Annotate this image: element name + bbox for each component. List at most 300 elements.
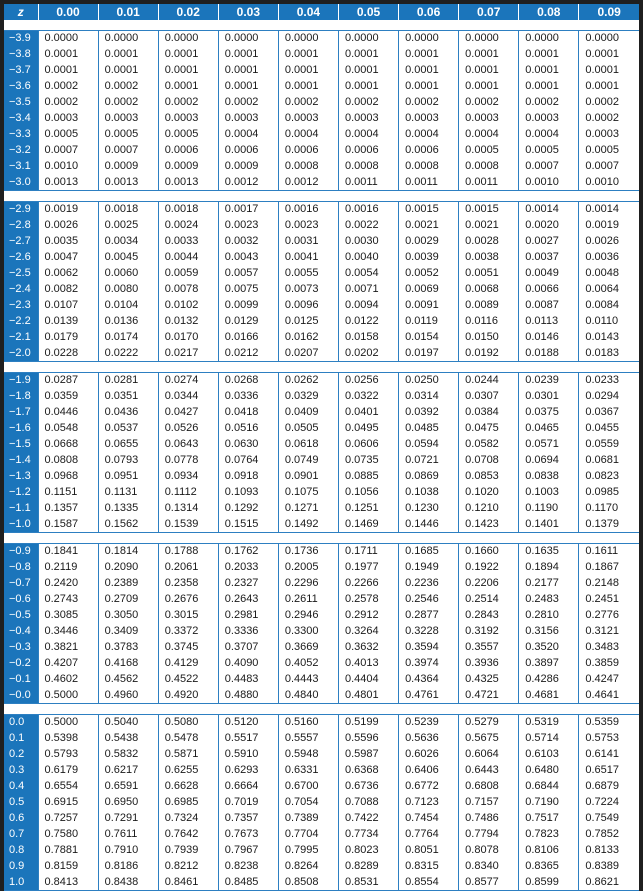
probability-cell: 0.0005 bbox=[579, 143, 639, 159]
table-row bbox=[4, 234, 639, 250]
probability-cell: 0.0516 bbox=[218, 421, 278, 437]
table-row bbox=[4, 859, 639, 875]
probability-cell: 0.0001 bbox=[579, 47, 639, 63]
probability-cell: 0.8106 bbox=[519, 843, 579, 859]
probability-cell: 0.2578 bbox=[338, 592, 398, 608]
probability-cell: 0.8212 bbox=[158, 859, 218, 875]
probability-cell: 0.0708 bbox=[459, 453, 519, 469]
probability-cell: 0.0125 bbox=[278, 314, 338, 330]
probability-cell: 0.8365 bbox=[519, 859, 579, 875]
z-value-cell: −1.6 bbox=[4, 421, 38, 437]
probability-cell: 0.3156 bbox=[519, 624, 579, 640]
probability-cell: 0.0021 bbox=[399, 218, 459, 234]
probability-cell: 0.0344 bbox=[158, 389, 218, 405]
probability-cell: 0.1379 bbox=[579, 517, 639, 533]
z-value-cell: −1.9 bbox=[4, 373, 38, 389]
table-row bbox=[4, 405, 639, 421]
probability-cell: 0.5398 bbox=[38, 731, 98, 747]
probability-cell: 0.0015 bbox=[459, 202, 519, 218]
probability-cell: 0.0594 bbox=[399, 437, 459, 453]
probability-cell: 0.0655 bbox=[98, 437, 158, 453]
probability-cell: 0.7054 bbox=[278, 795, 338, 811]
z-value-cell: −1.5 bbox=[4, 437, 38, 453]
probability-cell: 0.4090 bbox=[218, 656, 278, 672]
z-value-cell: −1.0 bbox=[4, 517, 38, 533]
z-value-cell: −1.7 bbox=[4, 405, 38, 421]
probability-cell: 0.5478 bbox=[158, 731, 218, 747]
column-header: 0.03 bbox=[218, 4, 278, 20]
probability-cell: 0.0060 bbox=[98, 266, 158, 282]
probability-cell: 0.3783 bbox=[98, 640, 158, 656]
table-row bbox=[4, 624, 639, 640]
probability-cell: 0.8264 bbox=[278, 859, 338, 875]
probability-cell: 0.2643 bbox=[218, 592, 278, 608]
z-value-cell: −2.0 bbox=[4, 346, 38, 362]
probability-cell: 0.5675 bbox=[459, 731, 519, 747]
probability-cell: 0.0001 bbox=[218, 63, 278, 79]
probability-cell: 0.0495 bbox=[338, 421, 398, 437]
probability-cell: 0.1949 bbox=[399, 560, 459, 576]
group-separator bbox=[4, 533, 639, 544]
z-value-cell: −0.9 bbox=[4, 544, 38, 560]
probability-cell: 0.0681 bbox=[579, 453, 639, 469]
probability-cell: 0.0262 bbox=[278, 373, 338, 389]
probability-cell: 0.0162 bbox=[278, 330, 338, 346]
column-header: 0.06 bbox=[399, 4, 459, 20]
probability-cell: 0.0000 bbox=[338, 31, 398, 47]
probability-cell: 0.5000 bbox=[38, 715, 98, 731]
probability-cell: 0.0002 bbox=[218, 95, 278, 111]
column-header: 0.04 bbox=[278, 4, 338, 20]
probability-cell: 0.0039 bbox=[399, 250, 459, 266]
probability-cell: 0.0035 bbox=[38, 234, 98, 250]
probability-cell: 0.0003 bbox=[98, 111, 158, 127]
probability-cell: 0.7517 bbox=[519, 811, 579, 827]
probability-cell: 0.0384 bbox=[459, 405, 519, 421]
z-value-cell: −3.4 bbox=[4, 111, 38, 127]
probability-cell: 0.7549 bbox=[579, 811, 639, 827]
z-value-cell: −2.5 bbox=[4, 266, 38, 282]
probability-cell: 0.0571 bbox=[519, 437, 579, 453]
probability-cell: 0.4960 bbox=[98, 688, 158, 704]
probability-cell: 0.1401 bbox=[519, 517, 579, 533]
probability-cell: 0.8078 bbox=[459, 843, 519, 859]
probability-cell: 0.4602 bbox=[38, 672, 98, 688]
probability-cell: 0.0351 bbox=[98, 389, 158, 405]
probability-cell: 0.0217 bbox=[158, 346, 218, 362]
probability-cell: 0.0001 bbox=[519, 63, 579, 79]
probability-cell: 0.0013 bbox=[158, 175, 218, 191]
probability-cell: 0.7580 bbox=[38, 827, 98, 843]
probability-cell: 0.6480 bbox=[519, 763, 579, 779]
probability-cell: 0.1038 bbox=[399, 485, 459, 501]
probability-cell: 0.0002 bbox=[158, 95, 218, 111]
probability-cell: 0.0793 bbox=[98, 453, 158, 469]
probability-cell: 0.0054 bbox=[338, 266, 398, 282]
probability-cell: 0.0119 bbox=[399, 314, 459, 330]
table-row bbox=[4, 501, 639, 517]
probability-cell: 0.6664 bbox=[218, 779, 278, 795]
probability-cell: 0.0009 bbox=[98, 159, 158, 175]
probability-cell: 0.0367 bbox=[579, 405, 639, 421]
probability-cell: 0.0003 bbox=[338, 111, 398, 127]
probability-cell: 0.0548 bbox=[38, 421, 98, 437]
probability-cell: 0.3632 bbox=[338, 640, 398, 656]
probability-cell: 0.1562 bbox=[98, 517, 158, 533]
probability-cell: 0.8438 bbox=[98, 875, 158, 891]
probability-cell: 0.7794 bbox=[459, 827, 519, 843]
probability-cell: 0.0239 bbox=[519, 373, 579, 389]
probability-cell: 0.1314 bbox=[158, 501, 218, 517]
group-separator bbox=[4, 20, 639, 31]
probability-cell: 0.2946 bbox=[278, 608, 338, 624]
probability-cell: 0.0274 bbox=[158, 373, 218, 389]
probability-cell: 0.0001 bbox=[459, 63, 519, 79]
probability-cell: 0.7357 bbox=[218, 811, 278, 827]
probability-cell: 0.0537 bbox=[98, 421, 158, 437]
probability-cell: 0.4207 bbox=[38, 656, 98, 672]
probability-cell: 0.1660 bbox=[459, 544, 519, 560]
probability-cell: 0.7642 bbox=[158, 827, 218, 843]
probability-cell: 0.0010 bbox=[38, 159, 98, 175]
probability-cell: 0.0110 bbox=[579, 314, 639, 330]
probability-cell: 0.3228 bbox=[399, 624, 459, 640]
probability-cell: 0.0000 bbox=[399, 31, 459, 47]
probability-cell: 0.5517 bbox=[218, 731, 278, 747]
probability-cell: 0.0018 bbox=[158, 202, 218, 218]
probability-cell: 0.0104 bbox=[98, 298, 158, 314]
probability-cell: 0.0250 bbox=[399, 373, 459, 389]
probability-cell: 0.0030 bbox=[338, 234, 398, 250]
probability-cell: 0.0116 bbox=[459, 314, 519, 330]
column-header: 0.05 bbox=[338, 4, 398, 20]
probability-cell: 0.2119 bbox=[38, 560, 98, 576]
probability-cell: 0.0047 bbox=[38, 250, 98, 266]
probability-cell: 0.0004 bbox=[218, 127, 278, 143]
probability-cell: 0.3085 bbox=[38, 608, 98, 624]
probability-cell: 0.6517 bbox=[579, 763, 639, 779]
probability-cell: 0.0559 bbox=[579, 437, 639, 453]
probability-cell: 0.0016 bbox=[278, 202, 338, 218]
probability-cell: 0.6064 bbox=[459, 747, 519, 763]
probability-cell: 0.0094 bbox=[338, 298, 398, 314]
z-value-cell: 0.9 bbox=[4, 859, 38, 875]
table-row bbox=[4, 875, 639, 891]
probability-cell: 0.0000 bbox=[158, 31, 218, 47]
probability-cell: 0.0000 bbox=[98, 31, 158, 47]
table-row bbox=[4, 672, 639, 688]
probability-cell: 0.0026 bbox=[579, 234, 639, 250]
probability-cell: 0.8340 bbox=[459, 859, 519, 875]
probability-cell: 0.1867 bbox=[579, 560, 639, 576]
probability-cell: 0.0003 bbox=[278, 111, 338, 127]
probability-cell: 0.2709 bbox=[98, 592, 158, 608]
probability-cell: 0.8461 bbox=[158, 875, 218, 891]
probability-cell: 0.3336 bbox=[218, 624, 278, 640]
probability-cell: 0.0113 bbox=[519, 314, 579, 330]
probability-cell: 0.8238 bbox=[218, 859, 278, 875]
probability-cell: 0.0036 bbox=[579, 250, 639, 266]
table-row bbox=[4, 282, 639, 298]
row-group bbox=[4, 31, 639, 191]
probability-cell: 0.7019 bbox=[218, 795, 278, 811]
table-row bbox=[4, 779, 639, 795]
probability-cell: 0.0091 bbox=[399, 298, 459, 314]
probability-cell: 0.0281 bbox=[98, 373, 158, 389]
probability-cell: 0.0485 bbox=[399, 421, 459, 437]
probability-cell: 0.8577 bbox=[459, 875, 519, 891]
probability-cell: 0.0002 bbox=[38, 79, 98, 95]
probability-cell: 0.0001 bbox=[38, 47, 98, 63]
z-value-cell: 1.0 bbox=[4, 875, 38, 891]
probability-cell: 0.3050 bbox=[98, 608, 158, 624]
probability-cell: 0.0001 bbox=[218, 47, 278, 63]
z-value-cell: −0.0 bbox=[4, 688, 38, 704]
probability-cell: 0.4129 bbox=[158, 656, 218, 672]
probability-cell: 0.4562 bbox=[98, 672, 158, 688]
probability-cell: 0.1251 bbox=[338, 501, 398, 517]
z-value-cell: 0.1 bbox=[4, 731, 38, 747]
probability-cell: 0.5359 bbox=[579, 715, 639, 731]
probability-cell: 0.0001 bbox=[579, 79, 639, 95]
probability-cell: 0.4364 bbox=[399, 672, 459, 688]
probability-cell: 0.0005 bbox=[38, 127, 98, 143]
probability-cell: 0.0004 bbox=[278, 127, 338, 143]
probability-cell: 0.0287 bbox=[38, 373, 98, 389]
probability-cell: 0.0012 bbox=[218, 175, 278, 191]
probability-cell: 0.3821 bbox=[38, 640, 98, 656]
probability-cell: 0.0885 bbox=[338, 469, 398, 485]
probability-cell: 0.0146 bbox=[519, 330, 579, 346]
table-row bbox=[4, 175, 639, 191]
probability-cell: 0.0016 bbox=[338, 202, 398, 218]
probability-cell: 0.3594 bbox=[399, 640, 459, 656]
probability-cell: 0.1814 bbox=[98, 544, 158, 560]
probability-cell: 0.0233 bbox=[579, 373, 639, 389]
probability-cell: 0.5040 bbox=[98, 715, 158, 731]
probability-cell: 0.5793 bbox=[38, 747, 98, 763]
probability-cell: 0.3121 bbox=[579, 624, 639, 640]
table-row bbox=[4, 544, 639, 560]
probability-cell: 0.0057 bbox=[218, 266, 278, 282]
probability-cell: 0.2676 bbox=[158, 592, 218, 608]
probability-cell: 0.0044 bbox=[158, 250, 218, 266]
z-value-cell: 0.3 bbox=[4, 763, 38, 779]
table-row bbox=[4, 63, 639, 79]
probability-cell: 0.0139 bbox=[38, 314, 98, 330]
probability-cell: 0.0001 bbox=[338, 63, 398, 79]
probability-cell: 0.0001 bbox=[98, 47, 158, 63]
probability-cell: 0.0002 bbox=[98, 79, 158, 95]
probability-cell: 0.6217 bbox=[98, 763, 158, 779]
probability-cell: 0.0004 bbox=[399, 127, 459, 143]
probability-cell: 0.4522 bbox=[158, 672, 218, 688]
table-row bbox=[4, 843, 639, 859]
probability-cell: 0.0001 bbox=[399, 79, 459, 95]
table-row bbox=[4, 576, 639, 592]
probability-cell: 0.0174 bbox=[98, 330, 158, 346]
probability-cell: 0.3264 bbox=[338, 624, 398, 640]
probability-cell: 0.0011 bbox=[459, 175, 519, 191]
probability-cell: 0.0694 bbox=[519, 453, 579, 469]
probability-cell: 0.8531 bbox=[338, 875, 398, 891]
probability-cell: 0.0013 bbox=[98, 175, 158, 191]
probability-cell: 0.0001 bbox=[338, 47, 398, 63]
probability-cell: 0.0021 bbox=[459, 218, 519, 234]
probability-cell: 0.7088 bbox=[338, 795, 398, 811]
probability-cell: 0.7852 bbox=[579, 827, 639, 843]
probability-cell: 0.1762 bbox=[218, 544, 278, 560]
probability-cell: 0.0136 bbox=[98, 314, 158, 330]
probability-cell: 0.1093 bbox=[218, 485, 278, 501]
probability-cell: 0.0007 bbox=[38, 143, 98, 159]
probability-cell: 0.0951 bbox=[98, 469, 158, 485]
probability-cell: 0.0005 bbox=[158, 127, 218, 143]
probability-cell: 0.6141 bbox=[579, 747, 639, 763]
probability-cell: 0.0985 bbox=[579, 485, 639, 501]
probability-cell: 0.0005 bbox=[459, 143, 519, 159]
probability-cell: 0.0853 bbox=[459, 469, 519, 485]
probability-cell: 0.0078 bbox=[158, 282, 218, 298]
probability-cell: 0.4641 bbox=[579, 688, 639, 704]
probability-cell: 0.5239 bbox=[399, 715, 459, 731]
probability-cell: 0.7673 bbox=[218, 827, 278, 843]
table-row bbox=[4, 373, 639, 389]
probability-cell: 0.3015 bbox=[158, 608, 218, 624]
separator-cell bbox=[4, 533, 639, 544]
probability-cell: 0.0084 bbox=[579, 298, 639, 314]
z-value-cell: −2.6 bbox=[4, 250, 38, 266]
probability-cell: 0.0034 bbox=[98, 234, 158, 250]
row-group bbox=[4, 544, 639, 704]
z-value-cell: −2.1 bbox=[4, 330, 38, 346]
probability-cell: 0.0129 bbox=[218, 314, 278, 330]
probability-cell: 0.4681 bbox=[519, 688, 579, 704]
probability-cell: 0.1423 bbox=[459, 517, 519, 533]
probability-cell: 0.3936 bbox=[459, 656, 519, 672]
probability-cell: 0.0002 bbox=[579, 95, 639, 111]
probability-cell: 0.7910 bbox=[98, 843, 158, 859]
probability-cell: 0.0668 bbox=[38, 437, 98, 453]
table-row bbox=[4, 266, 639, 282]
probability-cell: 0.0002 bbox=[399, 95, 459, 111]
probability-cell: 0.0001 bbox=[399, 63, 459, 79]
probability-cell: 0.0102 bbox=[158, 298, 218, 314]
probability-cell: 0.0041 bbox=[278, 250, 338, 266]
probability-cell: 0.2451 bbox=[579, 592, 639, 608]
probability-cell: 0.8413 bbox=[38, 875, 98, 891]
probability-cell: 0.2810 bbox=[519, 608, 579, 624]
probability-cell: 0.1271 bbox=[278, 501, 338, 517]
separator-cell bbox=[4, 362, 639, 373]
table-row bbox=[4, 330, 639, 346]
probability-cell: 0.2005 bbox=[278, 560, 338, 576]
probability-cell: 0.0059 bbox=[158, 266, 218, 282]
probability-cell: 0.0006 bbox=[399, 143, 459, 159]
probability-cell: 0.0006 bbox=[158, 143, 218, 159]
probability-cell: 0.0025 bbox=[98, 218, 158, 234]
probability-cell: 0.0606 bbox=[338, 437, 398, 453]
probability-cell: 0.2912 bbox=[338, 608, 398, 624]
probability-cell: 0.0268 bbox=[218, 373, 278, 389]
probability-cell: 0.0192 bbox=[459, 346, 519, 362]
probability-cell: 0.4840 bbox=[278, 688, 338, 704]
probability-cell: 0.0869 bbox=[399, 469, 459, 485]
probability-cell: 0.0003 bbox=[218, 111, 278, 127]
probability-cell: 0.0222 bbox=[98, 346, 158, 362]
probability-cell: 0.4286 bbox=[519, 672, 579, 688]
z-value-cell: −0.7 bbox=[4, 576, 38, 592]
probability-cell: 0.0040 bbox=[338, 250, 398, 266]
probability-cell: 0.0006 bbox=[218, 143, 278, 159]
probability-cell: 0.0027 bbox=[519, 234, 579, 250]
probability-cell: 0.2090 bbox=[98, 560, 158, 576]
probability-cell: 0.0017 bbox=[218, 202, 278, 218]
probability-cell: 0.7734 bbox=[338, 827, 398, 843]
table-row bbox=[4, 250, 639, 266]
column-header: 0.09 bbox=[579, 4, 639, 20]
probability-cell: 0.2389 bbox=[98, 576, 158, 592]
probability-cell: 0.3859 bbox=[579, 656, 639, 672]
probability-cell: 0.0122 bbox=[338, 314, 398, 330]
probability-cell: 0.1515 bbox=[218, 517, 278, 533]
probability-cell: 0.1230 bbox=[399, 501, 459, 517]
probability-cell: 0.0427 bbox=[158, 405, 218, 421]
probability-cell: 0.0001 bbox=[38, 63, 98, 79]
probability-cell: 0.6443 bbox=[459, 763, 519, 779]
table-row bbox=[4, 298, 639, 314]
probability-cell: 0.0037 bbox=[519, 250, 579, 266]
probability-cell: 0.8315 bbox=[399, 859, 459, 875]
probability-cell: 0.3745 bbox=[158, 640, 218, 656]
probability-cell: 0.2296 bbox=[278, 576, 338, 592]
probability-cell: 0.0475 bbox=[459, 421, 519, 437]
z-value-cell: −1.8 bbox=[4, 389, 38, 405]
z-value-cell: −0.4 bbox=[4, 624, 38, 640]
probability-cell: 0.0062 bbox=[38, 266, 98, 282]
probability-cell: 0.1492 bbox=[278, 517, 338, 533]
probability-cell: 0.2206 bbox=[459, 576, 519, 592]
probability-cell: 0.0301 bbox=[519, 389, 579, 405]
probability-cell: 0.8389 bbox=[579, 859, 639, 875]
probability-cell: 0.0000 bbox=[38, 31, 98, 47]
table-row bbox=[4, 747, 639, 763]
probability-cell: 0.0087 bbox=[519, 298, 579, 314]
probability-cell: 0.0008 bbox=[399, 159, 459, 175]
probability-cell: 0.0011 bbox=[338, 175, 398, 191]
probability-cell: 0.6368 bbox=[338, 763, 398, 779]
z-value-cell: −3.5 bbox=[4, 95, 38, 111]
probability-cell: 0.8621 bbox=[579, 875, 639, 891]
probability-cell: 0.6026 bbox=[399, 747, 459, 763]
header-row bbox=[4, 4, 639, 20]
probability-cell: 0.1685 bbox=[399, 544, 459, 560]
probability-cell: 0.5557 bbox=[278, 731, 338, 747]
probability-cell: 0.2061 bbox=[158, 560, 218, 576]
column-header: 0.00 bbox=[38, 4, 98, 20]
probability-cell: 0.0052 bbox=[399, 266, 459, 282]
z-value-cell: 0.0 bbox=[4, 715, 38, 731]
z-value-cell: −2.3 bbox=[4, 298, 38, 314]
probability-cell: 0.0055 bbox=[278, 266, 338, 282]
probability-cell: 0.0526 bbox=[158, 421, 218, 437]
table-row bbox=[4, 517, 639, 533]
probability-cell: 0.3557 bbox=[459, 640, 519, 656]
probability-cell: 0.4168 bbox=[98, 656, 158, 672]
probability-cell: 0.1587 bbox=[38, 517, 98, 533]
probability-cell: 0.1131 bbox=[98, 485, 158, 501]
probability-cell: 0.3372 bbox=[158, 624, 218, 640]
